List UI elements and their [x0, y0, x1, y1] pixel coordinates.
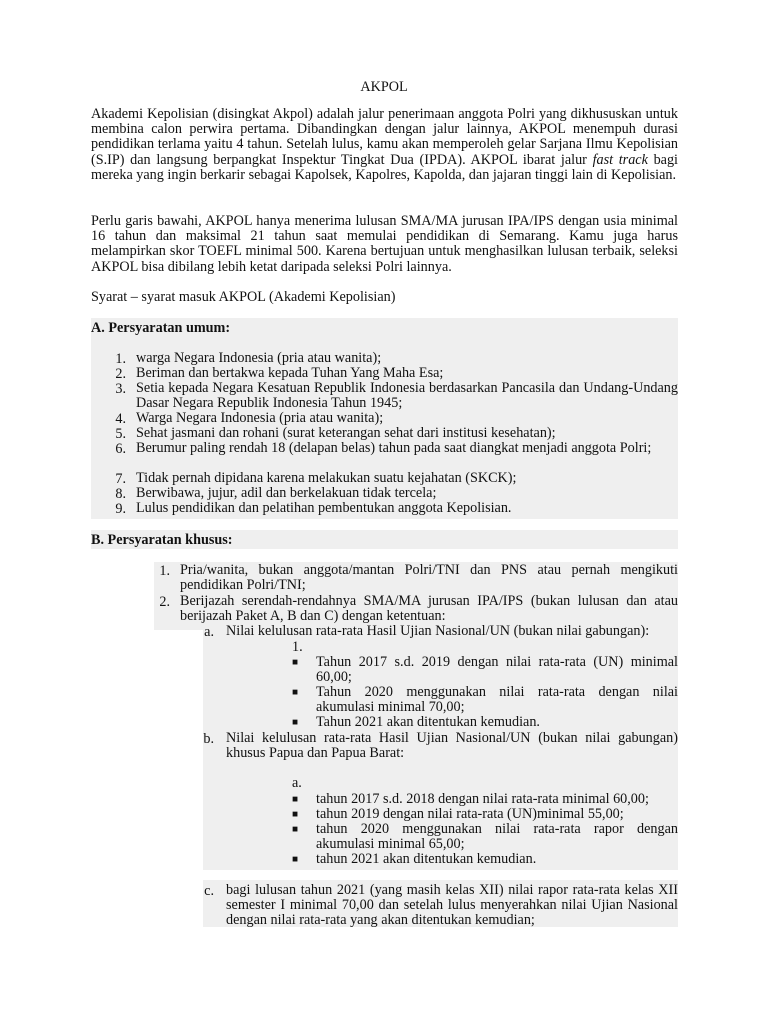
list-item: Beriman dan bertakwa kepada Tuhan Yang Maha Esa;: [136, 365, 444, 381]
sub-b-inner-letter: a.: [292, 775, 302, 791]
list-item: Warga Negara Indonesia (pria atau wanita);: [136, 410, 384, 426]
bullet-icon: ■: [292, 809, 299, 820]
sub-letter-c: c.: [204, 883, 214, 899]
list-number: 4.: [115, 411, 126, 427]
sub-c-text: bagi lulusan tahun 2021 (yang masih kelas XII) nilai rapor rata-rata kelas XII semester I minimal 70,00 dan setelah lulus menyerahkan nilai Ujian Nasional dengan nilai rata-rata yang akan ditentukan kemudian;: [226, 882, 678, 929]
bullet-item: tahun 2019 dengan nilai rata-rata (UN)minimal 55,00;: [316, 806, 624, 822]
sub-letter-a: a.: [204, 624, 214, 640]
bullet-icon: ■: [292, 687, 299, 698]
list-item: Setia kepada Negara Kesatuan Republik Indonesia berdasarkan Pancasila dan Undang-Undang Dasar Negara Republik Indonesia Tahun 1945;: [136, 380, 678, 412]
sub-letter-b: b.: [203, 731, 214, 747]
list-number: 5.: [115, 426, 126, 442]
list-number: 6.: [115, 441, 126, 457]
page-title: AKPOL: [360, 79, 408, 95]
bullet-icon: ■: [292, 794, 299, 805]
list-item: warga Negara Indonesia (pria atau wanita);: [136, 350, 382, 366]
list-item: Berumur paling rendah 18 (delapan belas) tahun pada saat diangkat menjadi anggota Polri;: [136, 440, 652, 456]
list-number: 1.: [159, 563, 170, 579]
bullet-icon: ■: [292, 824, 299, 835]
list-number: 9.: [115, 501, 126, 517]
intro-paragraph-1: [91, 107, 678, 183]
bullet-icon: ■: [292, 657, 299, 668]
intro-paragraph-1-text: Akademi Kepolisian (disingkat Akpol) adalah jalur penerimaan anggota Polri yang dikhususkan untuk membina calon perwira pertama. Dibandingkan dengan jalur lainnya, AKPOL menempuh durasi pendidikan terlama yaitu 4 tahun. Setelah lulus, kamu akan memperoleh gelar Sarjana Ilmu Kepolisian (S.IP) dan langsung berpangkat Inspektur Tingkat Dua (IPDA). AKPOL ibarat jalur: [91, 106, 678, 168]
list-item: Berijazah serendah-rendahnya SMA/MA jurusan IPA/IPS (bukan lulusan dan atau berijazah Paket A, B dan C) dengan ketentuan:: [180, 593, 678, 625]
sub-b-text: Nilai kelulusan rata-rata Hasil Ujian Nasional/UN (bukan nilai gabungan) khusus Papua dan Papua Barat:: [226, 730, 678, 762]
bullet-icon: ■: [292, 717, 299, 728]
sub-a-text: Nilai kelulusan rata-rata Hasil Ujian Nasional/UN (bukan nilai gabungan):: [226, 623, 650, 639]
bullet-item: Tahun 2017 s.d. 2019 dengan nilai rata-rata (UN) minimal 60,00;: [316, 654, 678, 686]
list-item: Berwibawa, jujur, adil dan berkelakuan tidak tercela;: [136, 485, 437, 501]
list-number: 2.: [115, 366, 126, 382]
list-number: 7.: [115, 471, 126, 487]
bullet-item: Tahun 2021 akan ditentukan kemudian.: [316, 714, 540, 730]
list-item: Sehat jasmani dan rohani (surat keterangan sehat dari institusi kesehatan);: [136, 425, 556, 441]
list-item: Lulus pendidikan dan pelatihan pembentukan anggota Kepolisian.: [136, 500, 512, 516]
bullet-item: tahun 2017 s.d. 2018 dengan nilai rata-rata minimal 60,00;: [316, 791, 649, 807]
intro-paragraph-2: Perlu garis bawahi, AKPOL hanya menerima lulusan SMA/MA jurusan IPA/IPS dengan usia minimal 16 tahun dan maksimal 21 tahun saat memulai pendidikan di Semarang. Kamu juga harus melampirkan skor TOEFL minimal 500. Karena bertujuan untuk menghasilkan lulusan terbaik, seleksi AKPOL bisa dibilang lebih ketat daripada seleksi Polri lainnya.: [91, 213, 678, 275]
list-item: Pria/wanita, bukan anggota/mantan Polri/TNI dan PNS atau pernah mengikuti pendidikan Polri/TNI;: [180, 562, 678, 594]
fast-track-emphasis: fast track: [592, 151, 648, 168]
list-number: 8.: [115, 486, 126, 502]
list-number: 2.: [159, 594, 170, 610]
bullet-icon: ■: [292, 854, 299, 865]
section-b-heading: B. Persyaratan khusus:: [91, 532, 233, 548]
bullet-item: Tahun 2020 menggunakan nilai rata-rata dengan nilai akumulasi minimal 70,00;: [316, 684, 678, 716]
section-a-heading: A. Persyaratan umum:: [91, 320, 231, 336]
requirements-intro: Syarat – syarat masuk AKPOL (Akademi Kepolisian): [91, 289, 396, 305]
sub-a-inner-number: 1.: [292, 639, 303, 655]
bullet-item: tahun 2021 akan ditentukan kemudian.: [316, 851, 537, 867]
list-item: Tidak pernah dipidana karena melakukan suatu kejahatan (SKCK);: [136, 470, 517, 486]
bullet-item: tahun 2020 menggunakan nilai rata-rata rapor dengan akumulasi minimal 65,00;: [316, 821, 678, 853]
intro-paragraph-1-tail: bagi mereka yang ingin berkarir sebagai Kapolsek, Kapolres, Kapolda, dan jajaran tinggi lain di Kepolisian.: [91, 151, 679, 183]
list-number: 1.: [115, 351, 126, 367]
list-number: 3.: [115, 381, 126, 397]
